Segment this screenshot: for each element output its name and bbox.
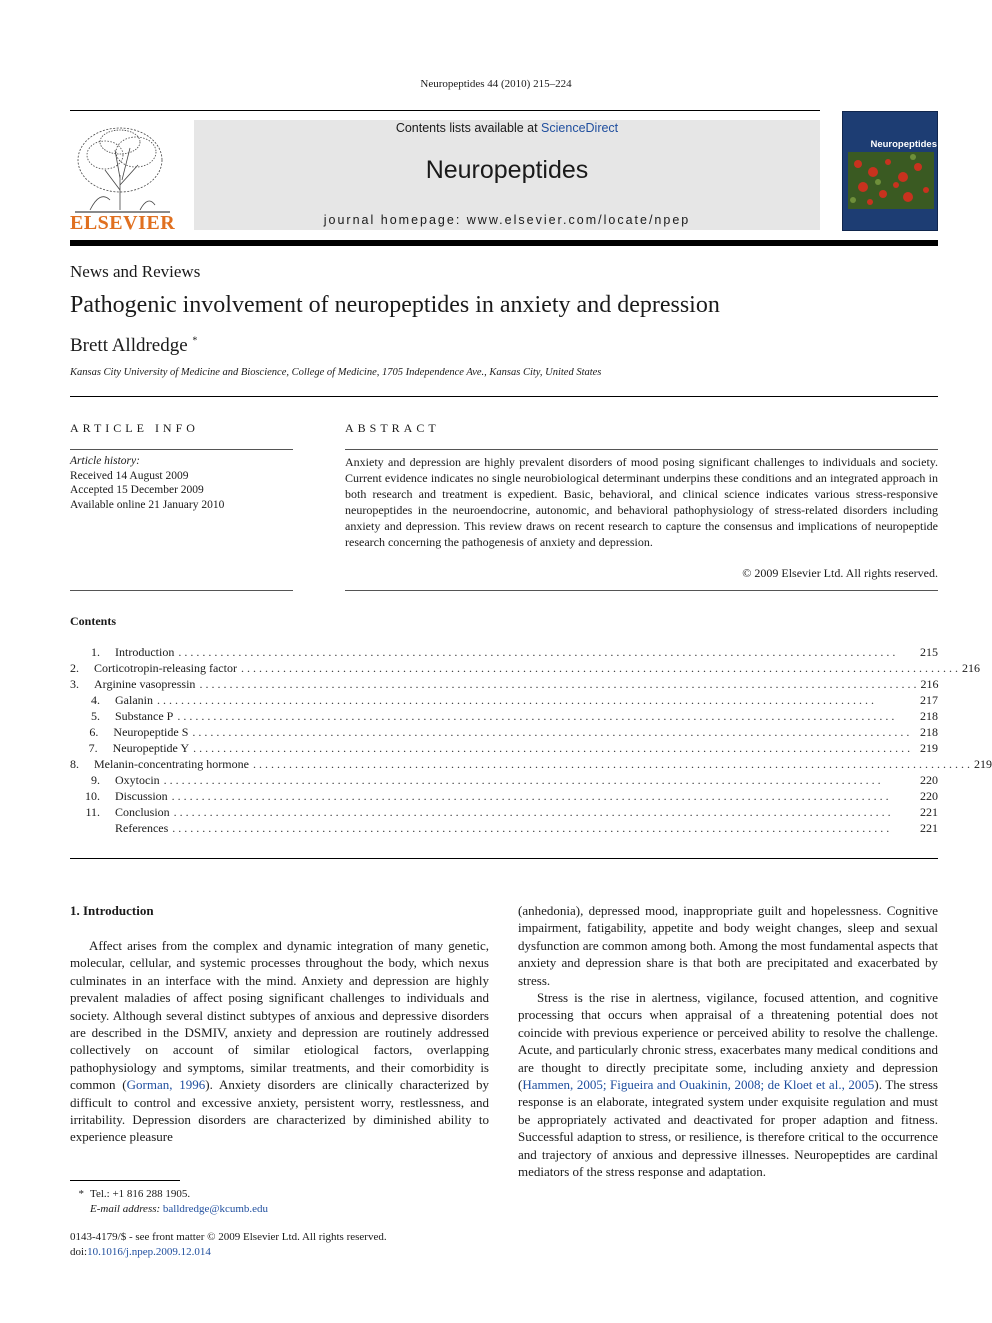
paragraph-text: ). Anxiety disorders are clinically characterized by difficult to control and excessive anxiety, persistent worry, restlessness, and irritability. Depression disorders are characterized by diminished ability to experience pleasure bbox=[70, 1077, 489, 1145]
toc-label[interactable]: Arginine vasopressin bbox=[94, 677, 196, 691]
history-label: Article history: bbox=[70, 455, 140, 467]
body-column-left bbox=[70, 937, 489, 1146]
abstract-text: Anxiety and depression are highly prevalent disorders of mood posing significant challenges to individuals and society. Current evidence indicates no single neurobiological determinant underpins these conditions and an integrated approach in both research and treatment is expedient. Basic, behavioral, and clinical science indicates various stress-responsive neuropeptides in the neuroendocrine, autonomic, and behavioral pathophysiology of stress-related disorders including anxiety and depression. This review draws on recent research to capture the consensus and implications of neuropeptide research concerning the pathogenesis of anxiety and depression. bbox=[345, 455, 938, 549]
footnote-rule bbox=[70, 1180, 180, 1181]
toc-leader-dots: . . . . . . . . . . . . . . . . . . . . . . . . . . . . . . . . . . . . . . . . . . . . . . . . . . . . . . . . . . . . . . . . . . . . . . . . . . . . . . . . . . . . . . . . . . . . . . . . . . . . . . . . . . . . . . . . . . . . . . . . bbox=[163, 773, 881, 787]
toc-page-number: 215 bbox=[920, 645, 938, 659]
toc-number: 8. bbox=[70, 757, 79, 771]
abstract-heading: ABSTRACT bbox=[345, 421, 440, 435]
journal-citation: Neuropeptides 44 (2010) 215–224 bbox=[420, 78, 572, 90]
toc-entry[interactable] bbox=[70, 724, 938, 740]
toc-page-number: 217 bbox=[920, 693, 938, 707]
email-label: E-mail address: bbox=[90, 1202, 161, 1215]
article-info-heading: ARTICLE INFO bbox=[70, 421, 199, 435]
toc-label[interactable]: References bbox=[115, 821, 169, 835]
toc-page-number: 221 bbox=[920, 805, 938, 819]
toc-number: 7. bbox=[88, 741, 98, 755]
contents-available-line bbox=[194, 121, 820, 135]
abstract-copyright: © 2009 Elsevier Ltd. All rights reserved. bbox=[742, 566, 938, 580]
toc-label[interactable]: Substance P bbox=[115, 709, 174, 723]
footnote-tel: Tel.: +1 816 288 1905. bbox=[90, 1188, 191, 1200]
journal-homepage bbox=[194, 213, 820, 227]
journal-name: Neuropeptides bbox=[425, 156, 589, 184]
title-rule bbox=[70, 396, 938, 397]
table-of-contents bbox=[70, 644, 992, 836]
cover-title: Neuropeptides bbox=[870, 139, 937, 150]
paragraph bbox=[518, 989, 938, 1180]
toc-number: 3. bbox=[70, 677, 79, 691]
toc-label[interactable]: Discussion bbox=[115, 789, 168, 803]
header-rule bbox=[70, 110, 820, 111]
toc-label[interactable]: Oxytocin bbox=[115, 773, 160, 787]
toc-leader-dots: . . . . . . . . . . . . . . . . . . . . . . . . . . . . . . . . . . . . . . . . . . . . . . . . . . . . . . . . . . . . . . . . . . . . . . . . . . . . . . . . . . . . . . . . . . . . . . . . . . . . . . . . . . . . . . . . . . . . . . . . bbox=[199, 677, 917, 691]
citation-link[interactable]: Gorman, 1996 bbox=[126, 1077, 206, 1093]
contents-prefix: Contents lists available at bbox=[395, 121, 542, 135]
toc-label[interactable]: Introduction bbox=[115, 645, 175, 659]
toc-number: 1. bbox=[91, 645, 100, 659]
toc-number: 9. bbox=[91, 773, 100, 787]
toc-number bbox=[70, 820, 100, 836]
toc-label[interactable]: Melanin-concentrating hormone bbox=[94, 757, 249, 771]
page-footer bbox=[70, 1230, 387, 1259]
toc-number: 11. bbox=[85, 805, 100, 819]
toc-leader-dots: . . . . . . . . . . . . . . . . . . . . . . . . . . . . . . . . . . . . . . . . . . . . . . . . . . . . . . . . . . . . . . . . . . . . . . . . . . . . . . . . . . . . . . . . . . . . . . . . . . . . . . . . . . . . . . . . . . . . . . . . bbox=[171, 789, 889, 803]
article-history bbox=[70, 454, 224, 512]
toc-label[interactable]: Galanin bbox=[115, 693, 153, 707]
accepted-date: Accepted 15 December 2009 bbox=[70, 484, 204, 496]
author-footnote-mark[interactable]: * bbox=[192, 335, 198, 347]
paragraph-text: Affect arises from the complex and dynamic integration of many genetic, molecular, cellular, and systemic processes throughout the body, which nexus culminates in an interface with the mind. Anxiety and depression are highly prevalent maladies of affect posing significant challenges to individuals and society. Although several distinct subtypes of anxious and depressive disorders are described in the DSMIV, anxiety and depression are routinely addressed collectively on account of similar etiological factors, overlapping pathophysiology and symptoms, similar treatments, and their comorbidity is common ( bbox=[70, 938, 489, 1093]
toc-page-number: 220 bbox=[920, 789, 938, 803]
elsevier-wordmark: ELSEVIER bbox=[70, 212, 176, 234]
toc-number: 2. bbox=[70, 661, 79, 675]
paragraph: (anhedonia), depressed mood, inappropriate guilt and hopelessness. Cognitive impairment, fatigability, appetite and body weight changes, sleep and sexual dysfunction are common among both. Among the most fundamental aspects that anxiety and depression share is that both are precipitated and exacerbated by stress. bbox=[518, 903, 938, 988]
toc-entry[interactable] bbox=[70, 644, 938, 660]
toc-label[interactable]: Conclusion bbox=[115, 805, 170, 819]
homepage-prefix: journal homepage: bbox=[323, 213, 467, 227]
toc-leader-dots: . . . . . . . . . . . . . . . . . . . . . . . . . . . . . . . . . . . . . . . . . . . . . . . . . . . . . . . . . . . . . . . . . . . . . . . . . . . . . . . . . . . . . . . . . . . . . . . . . . . . . . . . . . . . . . . . . . . . . . . . bbox=[177, 709, 895, 723]
toc-entry[interactable] bbox=[70, 772, 938, 788]
toc-number: 6. bbox=[89, 725, 99, 739]
contents-rule bbox=[70, 858, 938, 859]
toc-leader-dots: . . . . . . . . . . . . . . . . . . . . . . . . . . . . . . . . . . . . . . . . . . . . . . . . . . . . . . . . . . . . . . . . . . . . . . . . . . . . . . . . . . . . . . . . . . . . . . . . . . . . . . . . . . . . . . . . . . . . . . . . bbox=[173, 805, 891, 819]
toc-page-number: 218 bbox=[920, 725, 938, 739]
article-info-rule-top bbox=[70, 449, 293, 450]
footnote-mark: * bbox=[78, 1188, 84, 1200]
author-affiliation: Kansas City University of Medicine and Bioscience, College of Medicine, 1705 Independence Ave., Kansas City, United States bbox=[70, 367, 602, 378]
toc-leader-dots: . . . . . . . . . . . . . . . . . . . . . . . . . . . . . . . . . . . . . . . . . . . . . . . . . . . . . . . . . . . . . . . . . . . . . . . . . . . . . . . . . . . . . . . . . . . . . . . . . . . . . . . . . . . . . . . . . . . . . . . . bbox=[192, 725, 910, 739]
toc-page-number: 216 bbox=[920, 677, 939, 691]
toc-entry[interactable] bbox=[70, 708, 938, 724]
body-column-right bbox=[518, 902, 938, 1181]
toc-entry[interactable] bbox=[70, 676, 938, 692]
toc-leader-dots: . . . . . . . . . . . . . . . . . . . . . . . . . . . . . . . . . . . . . . . . . . . . . . . . . . . . . . . . . . . . . . . . . . . . . . . . . . . . . . . . . . . . . . . . . . . . . . . . . . . . . . . . . . . . . . . . . . . . . . . . bbox=[178, 645, 896, 659]
toc-leader-dots: . . . . . . . . . . . . . . . . . . . . . . . . . . . . . . . . . . . . . . . . . . . . . . . . . . . . . . . . . . . . . . . . . . . . . . . . . . . . . . . . . . . . . . . . . . . . . . . . . . . . . . . . . . . . . . . . . . . . . . . . bbox=[252, 757, 970, 771]
toc-leader-dots: . . . . . . . . . . . . . . . . . . . . . . . . . . . . . . . . . . . . . . . . . . . . . . . . . . . . . . . . . . . . . . . . . . . . . . . . . . . . . . . . . . . . . . . . . . . . . . . . . . . . . . . . . . . . . . . . . . . . . . . . bbox=[157, 693, 874, 707]
toc-page-number: 221 bbox=[920, 821, 938, 835]
article-section-type: News and Reviews bbox=[70, 262, 201, 281]
citation-link[interactable]: Hammen, 2005; Figueira and Ouakinin, 2008; de Kloet et al., 2005 bbox=[522, 1077, 875, 1093]
author-footnote bbox=[70, 1187, 268, 1216]
toc-label[interactable]: Corticotropin-releasing factor bbox=[94, 661, 237, 675]
paragraph-text: ). The stress response is an elaborate, integrated system under exquisite regulation and must be appropriately activated and deactivated for proper adaption and fitness. Successful adaption to stress, or resilience, is therefore critical to the occurrence and trajectory of anxious and depressive illnesses. Neuropeptides are cardinal mediators of the stress response and adaptation. bbox=[518, 1077, 938, 1180]
toc-entry[interactable] bbox=[70, 804, 938, 820]
toc-page-number: 218 bbox=[920, 709, 938, 723]
toc-page-number: 219 bbox=[973, 757, 992, 771]
toc-page-number: 219 bbox=[920, 741, 938, 755]
doi-link[interactable]: 10.1016/j.npep.2009.12.014 bbox=[87, 1245, 211, 1258]
toc-leader-dots: . . . . . . . . . . . . . . . . . . . . . . . . . . . . . . . . . . . . . . . . . . . . . . . . . . . . . . . . . . . . . . . . . . . . . . . . . . . . . . . . . . . . . . . . . . . . . . . . . . . . . . . . . . . . . . . . . . . . . . . . bbox=[172, 821, 890, 835]
toc-number: 4. bbox=[91, 693, 100, 707]
toc-entry[interactable] bbox=[70, 692, 938, 708]
toc-leader-dots: . . . . . . . . . . . . . . . . . . . . . . . . . . . . . . . . . . . . . . . . . . . . . . . . . . . . . . . . . . . . . . . . . . . . . . . . . . . . . . . . . . . . . . . . . . . . . . . . . . . . . . . . . . . . . . . . . . . . . . . . bbox=[193, 741, 911, 755]
sciencedirect-link[interactable]: ScienceDirect bbox=[541, 121, 619, 135]
toc-label[interactable]: Neuropeptide Y bbox=[112, 741, 190, 755]
homepage-url[interactable]: www.elsevier.com/locate/npep bbox=[466, 213, 691, 227]
toc-entry[interactable] bbox=[70, 756, 992, 772]
doi-line bbox=[70, 1245, 387, 1260]
toc-page-number: 220 bbox=[920, 773, 938, 787]
toc-entry[interactable] bbox=[70, 788, 938, 804]
toc-entry[interactable] bbox=[70, 820, 938, 836]
toc-page-number: 216 bbox=[961, 661, 980, 675]
paragraph-text: Stress is the rise in alertness, vigilance, focused attention, and cognitive processing that occurs when appraisal of a threatening potential does not coincide with previous experience or perceived ability to resolve the challenge. Acute, and particularly chronic stress, exacerbates many medical conditions and are thought to directly precipitate some, including anxiety and depression ( bbox=[518, 990, 938, 1093]
received-date: Received 14 August 2009 bbox=[70, 469, 189, 482]
article-title: Pathogenic involvement of neuropeptides in anxiety and depression bbox=[70, 292, 720, 318]
contents-heading: Contents bbox=[70, 614, 117, 628]
article-info-rule-bottom bbox=[70, 590, 293, 591]
toc-number: 10. bbox=[85, 789, 100, 803]
section-heading-introduction: 1. Introduction bbox=[70, 903, 154, 918]
toc-entry[interactable] bbox=[70, 740, 938, 756]
issn-line: 0143-4179/$ - see front matter © 2009 Elsevier Ltd. All rights reserved. bbox=[70, 1231, 387, 1243]
paragraph bbox=[70, 937, 489, 1146]
article-author bbox=[70, 335, 197, 357]
abstract-rule-bottom bbox=[345, 590, 938, 591]
toc-label[interactable]: Neuropeptide S bbox=[113, 725, 189, 739]
online-date: Available online 21 January 2010 bbox=[70, 498, 225, 511]
cover-image bbox=[848, 152, 934, 209]
email-link[interactable]: balldredge@kcumb.edu bbox=[162, 1202, 269, 1215]
abstract-rule-top bbox=[345, 449, 938, 450]
doi-prefix: doi: bbox=[70, 1245, 88, 1258]
author-name[interactable]: Brett Alldredge bbox=[70, 335, 188, 356]
toc-entry[interactable] bbox=[70, 660, 980, 676]
toc-number: 5. bbox=[91, 709, 100, 723]
header-thick-rule bbox=[70, 240, 938, 246]
toc-leader-dots: . . . . . . . . . . . . . . . . . . . . . . . . . . . . . . . . . . . . . . . . . . . . . . . . . . . . . . . . . . . . . . . . . . . . . . . . . . . . . . . . . . . . . . . . . . . . . . . . . . . . . . . . . . . . . . . . . . . . . . . . bbox=[240, 661, 958, 675]
